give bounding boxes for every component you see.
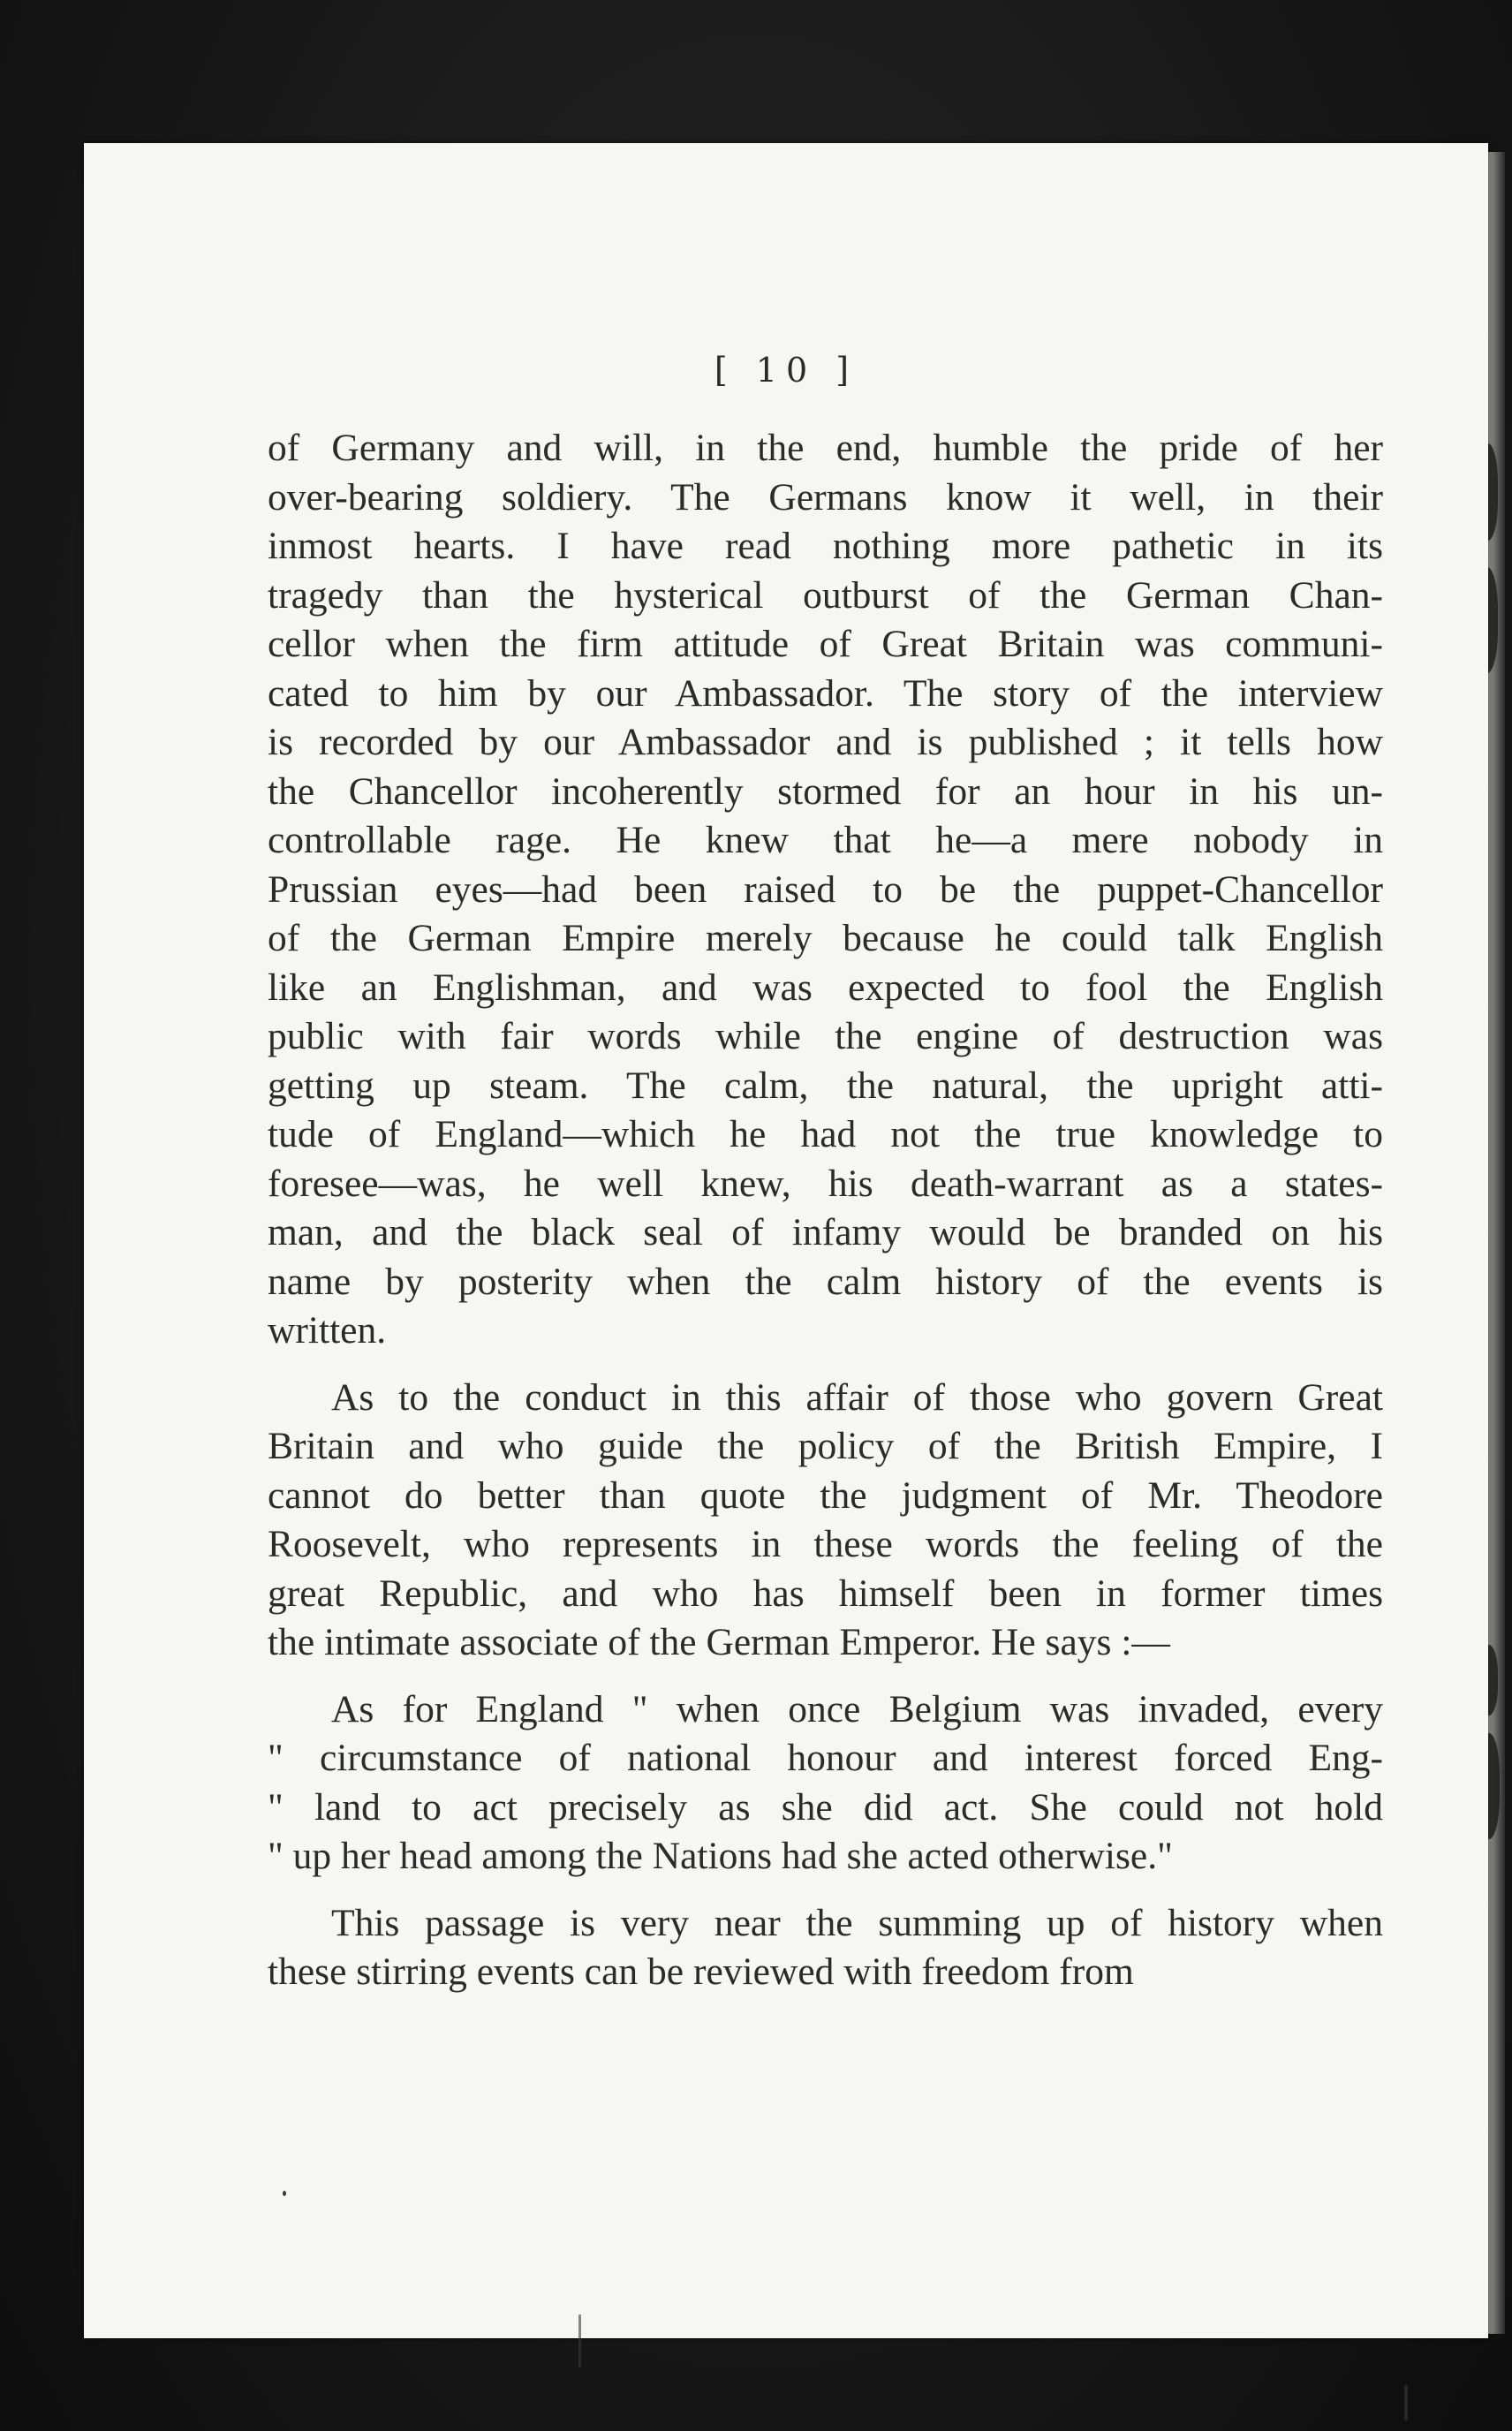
text-line: Britain and who guide the policy of the British Empire, I — [268, 1425, 1383, 1467]
text-line: of Germany and will, in the end, humble the pride of her — [268, 427, 1383, 469]
text-line: inmost hearts. I have read nothing more pathetic in its — [268, 525, 1383, 567]
text-line: great Republic, and who has himself been in former times — [268, 1571, 1383, 1615]
paragraph — [268, 1899, 1383, 1997]
text-line: cannot do better than quote the judgment of Mr. Theodore — [268, 1473, 1383, 1517]
text-line: " land to act precisely as she did act. She could not hold — [268, 1785, 1383, 1829]
paragraph-gap — [268, 1668, 1383, 1685]
page-number: [ 10 ] — [714, 351, 858, 390]
body-text — [268, 424, 1383, 1997]
text-line: man, and the black seal of infamy would be branded on his — [268, 1211, 1383, 1253]
text-line: these stirring events can be reviewed with freedom from — [268, 1950, 1134, 1993]
text-line: foresee—was, he well knew, his death-warrant as a states- — [268, 1162, 1383, 1205]
text-line: the Chancellor incoherently stormed for an hour in his un- — [268, 769, 1383, 813]
text-line: written. — [268, 1309, 387, 1352]
text-line: " circumstance of national honour and interest forced Eng- — [268, 1737, 1383, 1779]
text-line: As to the conduct in this affair of those who govern Great — [331, 1375, 1383, 1419]
scan-speck — [1404, 2385, 1408, 2420]
text-line: Roosevelt, who represents in these words the feeling of the — [268, 1523, 1383, 1565]
text-line: cated to him by our Ambassador. The story of the interview — [268, 671, 1383, 715]
text-line: cellor when the firm attitude of Great Britain was communi- — [268, 623, 1383, 665]
text-line: like an Englishman, and was expected to fool the English — [268, 966, 1383, 1009]
scan-speck — [578, 2314, 581, 2367]
text-line: public with fair words while the engine of destruction was — [268, 1015, 1383, 1057]
text-line: the intimate associate of the German Emperor. He says :— — [268, 1621, 1170, 1663]
text-line: controllable rage. He knew that he—a mere nobody in — [268, 819, 1383, 861]
text-line: over-bearing soldiery. The Germans know it well, in their — [268, 475, 1383, 519]
scan-speck — [283, 2191, 286, 2196]
text-line: is recorded by our Ambassador and is published ; it tells how — [268, 721, 1383, 763]
text-line: Prussian eyes—had been raised to be the puppet-Chancellor — [268, 867, 1383, 911]
paragraph — [268, 1685, 1383, 1882]
text-line: name by posterity when the calm history of the events is — [268, 1260, 1383, 1303]
text-line: tragedy than the hysterical outburst of the German Chan- — [268, 573, 1383, 617]
paragraph — [268, 1374, 1383, 1668]
text-line: tude of England—which he had not the true knowledge to — [268, 1113, 1383, 1155]
paragraph — [268, 424, 1383, 1356]
paragraph-gap — [268, 1356, 1383, 1374]
text-line: of the German Empire merely because he could talk English — [268, 917, 1383, 959]
text-line: getting up steam. The calm, the natural, the upright atti- — [268, 1064, 1383, 1107]
text-line: " up her head among the Nations had she acted otherwise." — [268, 1835, 1173, 1877]
paragraph-gap — [268, 1882, 1383, 1899]
book-page — [84, 143, 1488, 2338]
text-line: This passage is very near the summing up of history when — [331, 1901, 1383, 1944]
text-line: As for England " when once Belgium was invaded, every — [331, 1687, 1383, 1730]
